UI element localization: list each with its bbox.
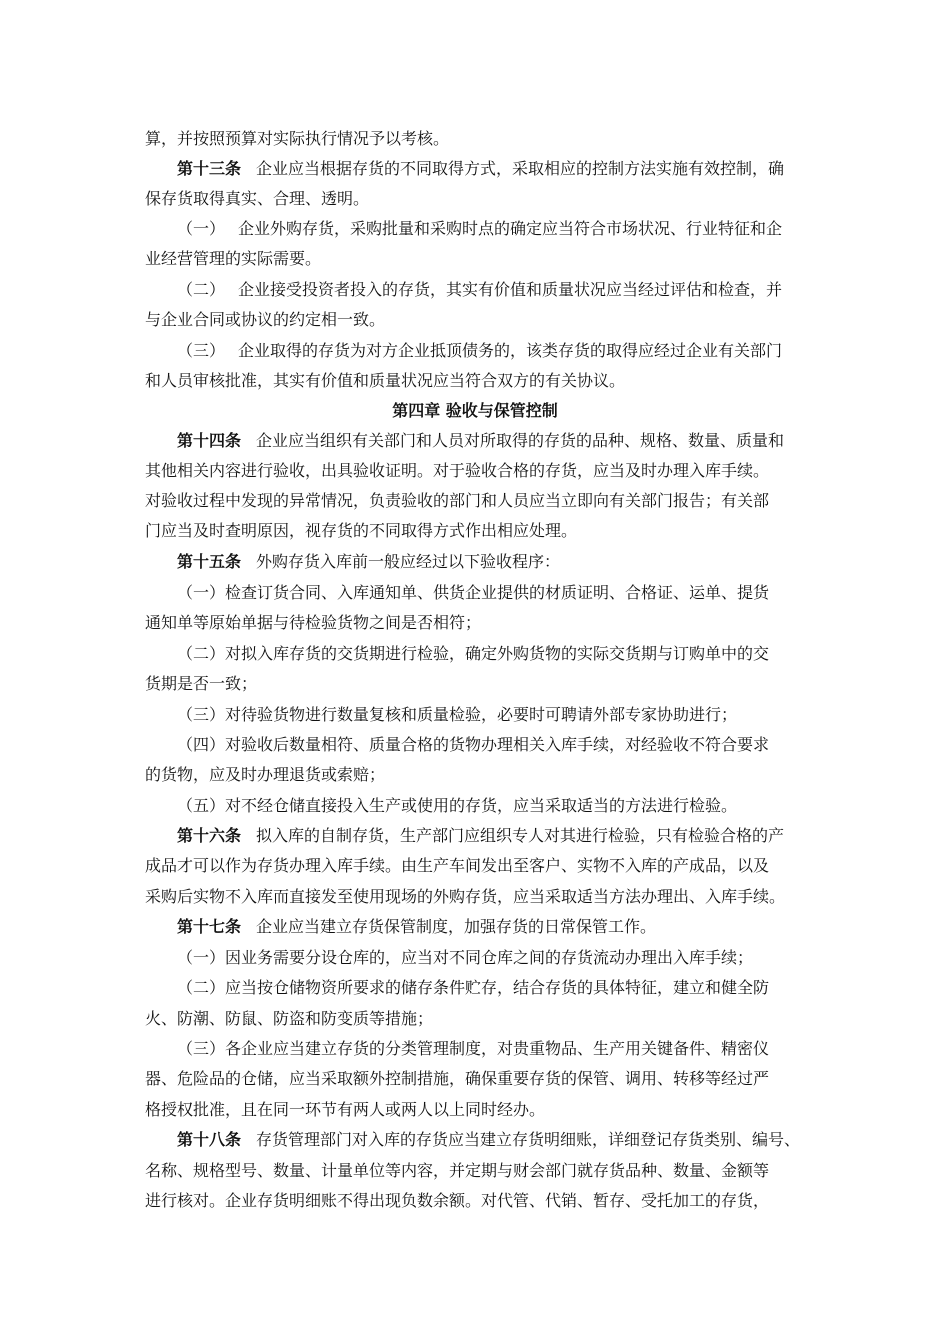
text-line: 格授权批准，且在同一环节有两人或两人以上同时经办。 [145, 1100, 546, 1119]
item-number: （一） [177, 219, 226, 238]
text-line: 器、危险品的仓储，应当采取额外控制措施，确保重要存货的保管、调用、转移等经过严 [145, 1069, 770, 1088]
chapter-heading: 第四章 验收与保管控制 [392, 401, 558, 420]
text-line: 业经营管理的实际需要。 [145, 249, 322, 268]
text-line: 名称、规格型号、数量、计量单位等内容，并定期与财会部门就存货品种、数量、金额等 [145, 1161, 770, 1180]
text-line: 通知单等原始单据与待检验货物之间是否相符； [145, 613, 482, 632]
text-line: （五）对不经仓储直接投入生产或使用的存货，应当采取适当的方法进行检验。 [177, 796, 738, 815]
text-line: 企业应当根据存货的不同取得方式，采取相应的控制方法实施有效控制，确 [256, 159, 785, 178]
text-line: 进行核对。企业存货明细账不得出现负数余额。对代管、代销、暂存、受托加工的存货， [145, 1191, 770, 1210]
item-number: （三） [177, 341, 226, 360]
text-line: 和人员审核批准，其实有价值和质量状况应当符合双方的有关协议。 [145, 371, 626, 390]
text-line: 的货物，应及时办理退货或索赔； [145, 765, 386, 784]
text-line: 企业外购存货，采购批量和采购时点的确定应当符合市场状况、行业特征和企 [238, 219, 783, 238]
text-line: （一）因业务需要分设仓库的，应当对不同仓库之间的存货流动办理出入库手续； [177, 948, 754, 967]
text-line: 外购存货入库前一般应经过以下验收程序： [256, 552, 561, 571]
text-line: 算，并按照预算对实际执行情况予以考核。 [145, 129, 450, 148]
article-13-title: 第十三条 [177, 159, 242, 178]
text-line: 对验收过程中发现的异常情况，负责验收的部门和人员应当立即向有关部门报告；有关部 [145, 491, 770, 510]
text-line: 成品才可以作为存货办理入库手续。由生产车间发出至客户、实物不入库的产成品，以及 [145, 856, 770, 875]
article-16-title: 第十六条 [177, 826, 242, 845]
article-18-title: 第十八条 [177, 1130, 242, 1149]
text-line: 与企业合同或协议的约定相一致。 [145, 310, 386, 329]
text-line: （三）各企业应当建立存货的分类管理制度，对贵重物品、生产用关键备件、精密仪 [177, 1039, 770, 1058]
text-line: 保存货取得真实、合理、透明。 [145, 189, 370, 208]
text-line: 企业应当建立存货保管制度，加强存货的日常保管工作。 [256, 917, 657, 936]
text-line: （二）应当按仓储物资所要求的储存条件贮存，结合存货的具体特征，建立和健全防 [177, 978, 770, 997]
text-line: 存货管理部门对入库的存货应当建立存货明细账，详细登记存货类别、编号、 [256, 1130, 801, 1149]
article-14-title: 第十四条 [177, 431, 242, 450]
text-line: （三）对待验货物进行数量复核和质量检验，必要时可聘请外部专家协助进行； [177, 705, 738, 724]
article-17-title: 第十七条 [177, 917, 242, 936]
text-line: 企业接受投资者投入的存货，其实有价值和质量状况应当经过评估和检查，并 [238, 280, 783, 299]
text-line: 其他相关内容进行验收，出具验收证明。对于验收合格的存货，应当及时办理入库手续。 [145, 461, 770, 480]
text-line: 采购后实物不入库而直接发至使用现场的外购存货，应当采取适当方法办理出、入库手续。 [145, 887, 786, 906]
text-line: 拟入库的自制存货，生产部门应组织专人对其进行检验，只有检验合格的产 [256, 826, 785, 845]
text-line: 企业应当组织有关部门和人员对所取得的存货的品种、规格、数量、质量和 [256, 431, 785, 450]
text-line: 货期是否一致； [145, 674, 258, 693]
text-line: 企业取得的存货为对方企业抵顶债务的，该类存货的取得应经过企业有关部门 [238, 341, 783, 360]
text-line: （一）检查订货合同、入库通知单、供货企业提供的材质证明、合格证、运单、提货 [177, 583, 770, 602]
article-15-title: 第十五条 [177, 552, 242, 571]
text-line: （四）对验收后数量相符、质量合格的货物办理相关入库手续，对经验收不符合要求 [177, 735, 770, 754]
text-line: 门应当及时查明原因，视存货的不同取得方式作出相应处理。 [145, 521, 578, 540]
item-number: （二） [177, 280, 226, 299]
text-line: （二）对拟入库存货的交货期进行检验，确定外购货物的实际交货期与订购单中的交 [177, 644, 770, 663]
text-line: 火、防潮、防鼠、防盗和防变质等措施； [145, 1009, 434, 1028]
